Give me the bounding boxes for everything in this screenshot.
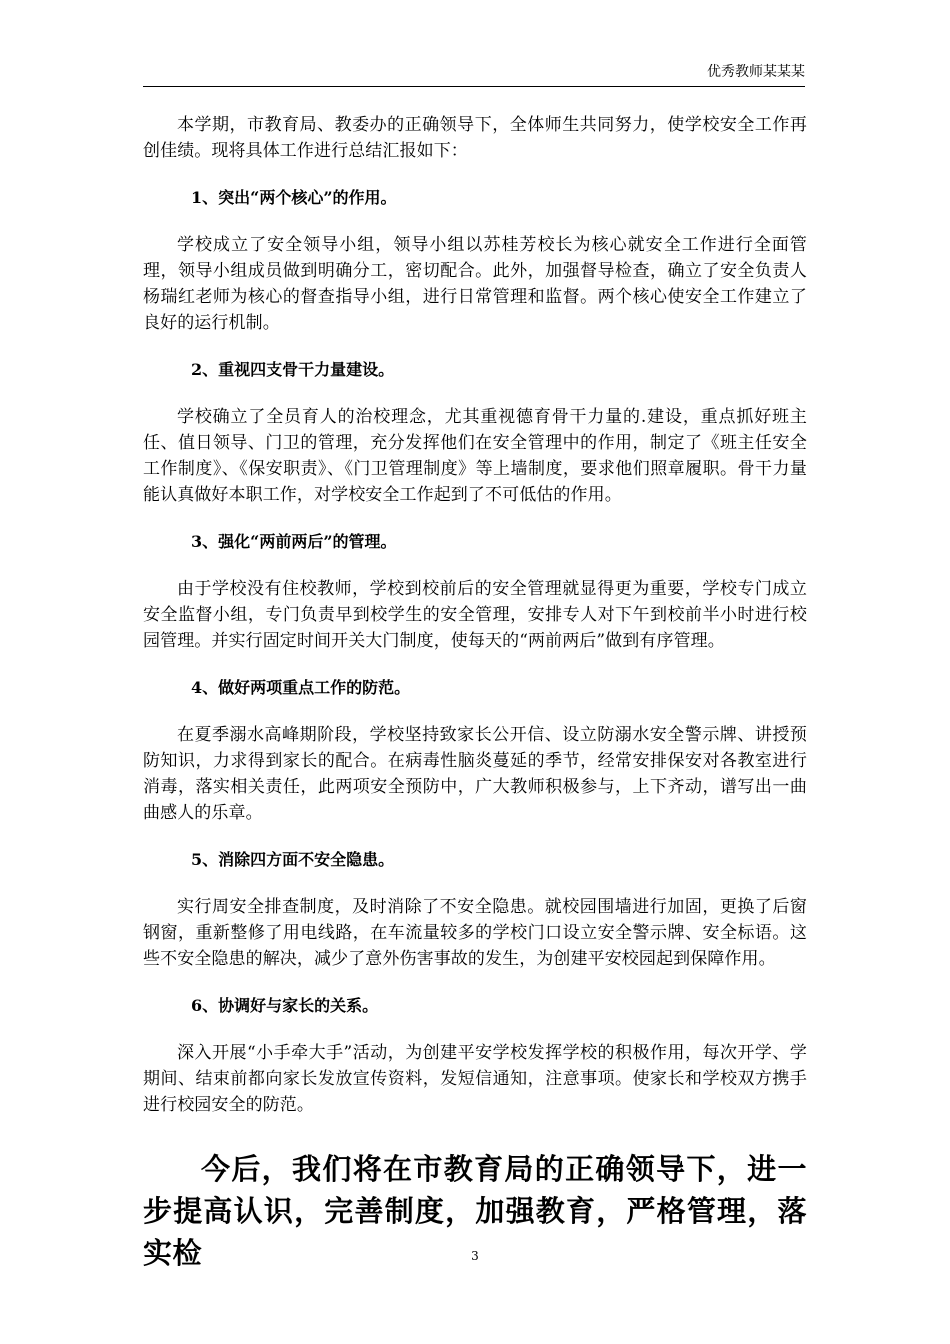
section-heading-1: 1、突出“两个核心”的作用。 [191, 188, 397, 207]
section-heading-3: 3、强化“两前两后”的管理。 [191, 532, 397, 551]
section-body-2: 学校确立了全员育人的治校理念，尤其重视德育骨干力量的.建设，重点抓好班主任、值日领导、门卫的管理，充分发挥他们在安全管理中的作用，制定了《班主任安全工作制度》、《保安职责》、《门卫管理制度》等上墙制度，要求他们照章履职。骨干力量能认真做好本职工作，对学校安全工作起到了不可低估的作用。 [143, 407, 807, 505]
section-heading-5: 5、消除四方面不安全隐患。 [191, 850, 395, 869]
page-header [143, 62, 805, 87]
section-body-1: 学校成立了安全领导小组，领导小组以苏桂芳校长为核心就安全工作进行全面管理，领导小组成员做到明确分工，密切配合。此外，加强督导检查，确立了安全负责人杨瑞红老师为核心的督查指导小组，进行日常管理和监督。两个核心使安全工作建立了良好的运行机制。 [143, 235, 807, 333]
section-body-6: 深入开展“小手牵大手”活动，为创建平安学校发挥学校的积极作用，每次开学、学期间、结束前都向家长发放宣传资料，发短信通知，注意事项。使家长和学校双方携手进行校园安全的防范。 [143, 1043, 807, 1115]
page-number: 3 [471, 1249, 479, 1263]
section-body-4: 在夏季溺水高峰期阶段，学校坚持致家长公开信、设立防溺水安全警示牌、讲授预防知识，力求得到家长的配合。在病毒性脑炎蔓延的季节，经常安排保安对各教室进行消毒，落实相关责任，此两项安全预防中，广大教师积极参与，上下齐动，谱写出一曲曲感人的乐章。 [143, 725, 807, 823]
section-heading-4: 4、做好两项重点工作的防范。 [191, 678, 411, 697]
section-body-3: 由于学校没有住校教师，学校到校前后的安全管理就显得更为重要，学校专门成立安全监督小组，专门负责早到校学生的安全管理，安排专人对下午到校前半小时进行校园管理。并实行固定时间开关大门制度，使每天的“两前两后”做到有序管理。 [143, 579, 807, 651]
header-text: 优秀教师某某某 [707, 64, 805, 80]
section-body-5: 实行周安全排查制度，及时消除了不安全隐患。就校园围墙进行加固，更换了后窗钢窗，重新整修了用电线路，在车流量较多的学校门口设立安全警示牌、安全标语。这些不安全隐患的解决，减少了意外伤害事故的发生，为创建平安校园起到保障作用。 [143, 897, 807, 969]
section-heading-6: 6、协调好与家长的关系。 [191, 996, 379, 1015]
section-heading-2: 2、重视四支骨干力量建设。 [191, 360, 395, 379]
intro-paragraph: 本学期，市教育局、教委办的正确领导下，全体师生共同努力，使学校安全工作再创佳绩。现将具体工作进行总结汇报如下： [143, 115, 807, 161]
document-body [143, 112, 807, 1274]
closing-paragraph: 今后，我们将在市教育局的正确领导下，进一步提高认识，完善制度，加强教育，严格管理，落实检 [143, 1152, 807, 1270]
